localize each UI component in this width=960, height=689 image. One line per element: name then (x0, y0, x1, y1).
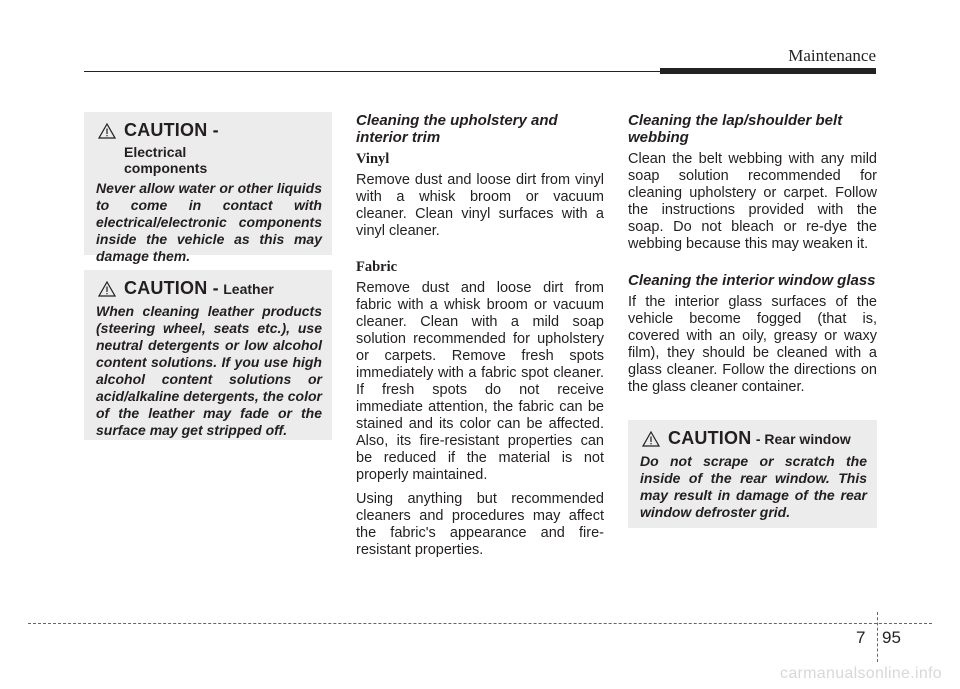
section-heading: Cleaning the lap/shoulder belt webbing (628, 112, 843, 146)
paragraph: If the interior glass surfaces of the vehicle become fogged (that is, covered with an oily, greasy or waxy film), they should be cleaned with a glass cleaner. Follow the directions on the glass cleaner container. (628, 294, 877, 395)
warning-triangle-icon (98, 123, 116, 139)
watermark: carmanualsonline.info (780, 665, 942, 682)
section-heading: Cleaning the upholstery and interior trim (356, 112, 558, 146)
caution-label: CAUTION - (124, 278, 219, 298)
caution-box-rear-window (628, 420, 877, 528)
upholstery-section (356, 112, 604, 566)
page-header-title: Maintenance (788, 46, 876, 65)
caution-text: Do not scrape or scratch the inside of the rear window. This may result in damage of the rear window defroster grid. (640, 453, 867, 520)
caution-subtitle: - Rear window (755, 431, 851, 447)
footer-divider (877, 612, 878, 662)
caution-text: Never allow water or other liquids to come in contact with electrical/electronic components inside the vehicle as this may damage them. (96, 180, 322, 264)
belt-section (628, 112, 877, 403)
warning-triangle-icon (98, 281, 116, 297)
section-heading: Cleaning the interior window glass (628, 272, 876, 289)
header-rule-accent (660, 68, 876, 74)
caution-text: When cleaning leather products (steering wheel, seats etc.), use neutral detergents or low alcohol content solutions. If you use high alcohol content solutions or acid/alkaline detergents, the color of the leather may fade or the surface may get stripped off. (96, 303, 322, 438)
paragraph: Remove dust and loose dirt from vinyl with a whisk broom or vacuum cleaner. Clean vinyl surfaces with a vinyl cleaner. (356, 172, 604, 239)
paragraph: Clean the belt webbing with any mild soap solution recommended for cleaning upholstery or carpet. Follow the instructions provided with the soap. Do not bleach or re-dye the webbing because this may weaken it. (628, 151, 877, 252)
caution-label: CAUTION (668, 428, 752, 448)
page-number: 95 (882, 628, 901, 647)
footer-rule (28, 623, 932, 624)
paragraph: Remove dust and loose dirt from fabric with a whisk broom or vacuum cleaner. Clean with a mild soap solution recommended for upholstery or carpets. Remove fresh spots immediately with a fabric spot cleaner. If fresh spots do not receive immediate attention, the fabric can be stained and its color can be affected. Also, its fire-resistant properties can be reduced if the material is not properly maintained. (356, 280, 604, 483)
caution-box-electrical (84, 112, 332, 264)
caution-box-leather (84, 270, 332, 440)
subheading-fabric: Fabric (356, 259, 398, 275)
warning-triangle-icon (642, 431, 660, 447)
caution-subtitle: Electrical components (124, 144, 208, 176)
caution-label: CAUTION - (124, 120, 219, 140)
paragraph: Using anything but recommended cleaners and procedures may affect the fabric's appearance and fire-resistant properties. (356, 491, 604, 558)
subheading-vinyl: Vinyl (356, 151, 390, 167)
chapter-number: 7 (856, 628, 866, 647)
caution-subtitle: Leather (223, 281, 274, 297)
